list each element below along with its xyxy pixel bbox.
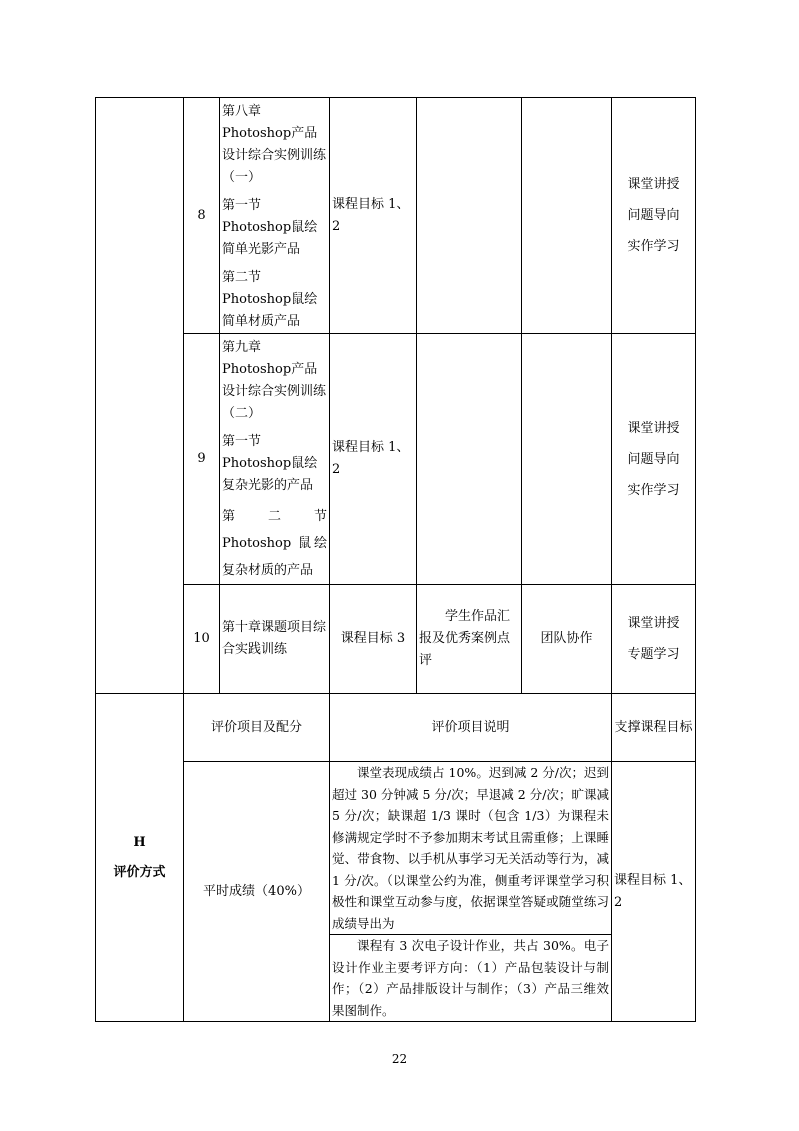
- row-goal: 课程目标 1、2: [330, 98, 417, 334]
- row-col4: 学生作品汇报及优秀案例点评: [417, 585, 522, 694]
- header-description: 评价项目说明: [330, 694, 612, 762]
- schedule-row-9: [96, 334, 696, 585]
- section-title: 评价方式: [113, 864, 166, 880]
- method-item: 课堂讲授: [627, 420, 680, 436]
- content-section-line: 第 二 节: [222, 509, 327, 524]
- header-support: 支撑课程目标: [612, 694, 696, 762]
- description-paragraph: 课程有 3 次电子设计作业，共占 30%。电子设计作业主要考评方向：（1）产品包装设计与制作；（2）产品排版设计与制作；（3）产品三维效果图制作。: [330, 934, 611, 1021]
- evaluation-description: [330, 762, 612, 1022]
- description-paragraph: 课堂表现成绩占 10%。迟到减 2 分/次；迟到超过 30 分钟减 5 分/次；早退减 2 分/次；旷课减 5 分/次；缺课超 1/3 课时（包含 1/3）为课程未修满规定学时不予参加期末考试且需重修；上课睡觉、带食物、以手机从事学习无关活动等行为，减 1 分/次。（以课堂公约为准，侧重考评课堂学习积极性和课堂互动参与度，依据课堂答疑或随堂练习成绩导出为: [332, 765, 609, 931]
- row-methods: [612, 585, 696, 694]
- row-col5: 团队协作: [522, 585, 612, 694]
- evaluation-item: 平时成绩（40%）: [184, 762, 330, 1022]
- method-item: 课堂讲授: [627, 616, 680, 631]
- content-section: 第一节Photoshop鼠绘简单光影产品: [222, 198, 318, 257]
- schedule-row-8: [96, 98, 696, 334]
- evaluation-content-row: [96, 762, 696, 1022]
- content-section-line: 复杂材质的产品: [222, 563, 314, 578]
- content-section: 第二节Photoshop鼠绘简单材质产品: [222, 270, 318, 329]
- section-blank-cell: [96, 98, 184, 694]
- row-methods: [612, 334, 696, 585]
- row-goal: 课程目标 3: [330, 585, 417, 694]
- row-number: 9: [184, 334, 220, 585]
- method-item: 实作学习: [627, 239, 680, 254]
- content-section: 第一节Photoshop鼠绘复杂光影的产品: [222, 434, 318, 493]
- row-col5: [522, 98, 612, 334]
- method-item: 问题导向: [627, 208, 680, 223]
- row-content: 第十章课题项目综合实践训练: [220, 585, 330, 694]
- row-content: [220, 98, 330, 334]
- method-item: 专题学习: [627, 647, 680, 662]
- evaluation-header-row: [96, 694, 696, 762]
- evaluation-section-cell: [96, 694, 184, 1022]
- row-number: 8: [184, 98, 220, 334]
- row-number: 10: [184, 585, 220, 694]
- section-letter: H: [133, 834, 146, 850]
- page-number: 22: [391, 1052, 408, 1066]
- header-item: 评价项目及配分: [184, 694, 330, 762]
- schedule-row-10: [96, 585, 696, 694]
- row-col4: [417, 334, 522, 585]
- row-col5: [522, 334, 612, 585]
- row-methods: [612, 98, 696, 334]
- row-goal: 课程目标 1、2: [330, 334, 417, 585]
- content-chapter: 第八章Photoshop产品设计综合实例训练（一）: [222, 104, 327, 185]
- row-content: [220, 334, 330, 585]
- course-table: [95, 97, 696, 1022]
- method-item: 实作学习: [627, 482, 680, 498]
- row-col4: [417, 98, 522, 334]
- evaluation-support: 课程目标 1、2: [612, 762, 696, 1022]
- content-section-line: Photoshop 鼠绘: [222, 536, 327, 551]
- method-item: 课堂讲授: [627, 177, 680, 192]
- content-chapter: 第九章Photoshop产品设计综合实例训练（二）: [222, 340, 327, 421]
- method-item: 问题导向: [627, 451, 680, 467]
